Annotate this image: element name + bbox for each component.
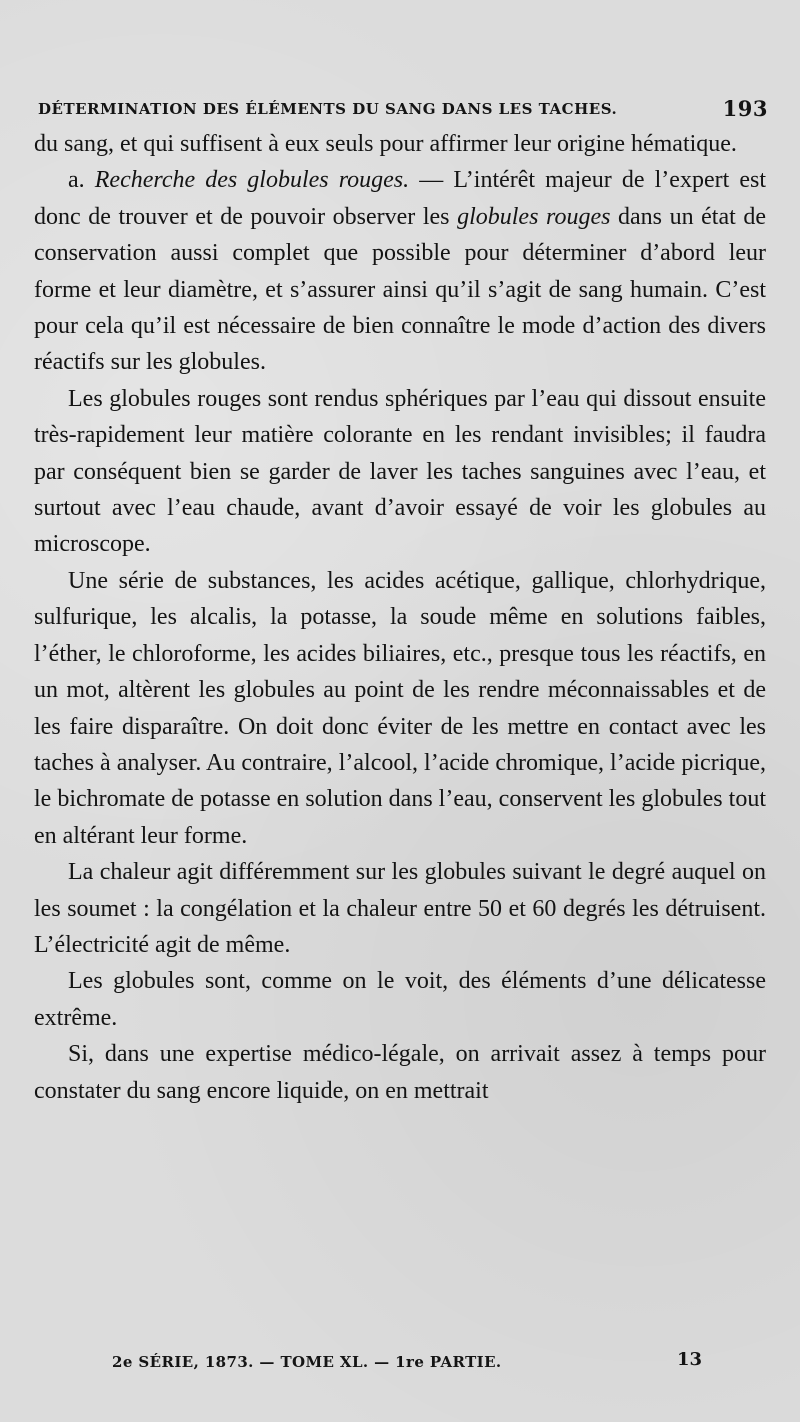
paragraph-heat: La chaleur agit différemment sur les globules suivant le degré auquel on les soumet : la congélation et la chaleur entre 50 et 60 degrés les détruisent. L’électricité agit de même. — [34, 859, 766, 958]
paragraph-globules-section — [34, 162, 766, 380]
section-heading: Recherche des globules rouges. — [94, 167, 410, 194]
paragraph-continuation: du sang, et qui suffisent à eux seuls pour affirmer leur origine hématique. — [34, 131, 737, 157]
running-head-title: DÉTERMINATION DES ÉLÉMENTS DU SANG DANS LES TACHES. — [38, 100, 618, 118]
footer-signature-mark: 13 — [676, 1349, 702, 1370]
footer-signature: 2e SÉRIE, 1873. — TOME XL. — 1re PARTIE. — [112, 1353, 502, 1371]
paragraph-text-part: — L’intérêt majeur de l’expert est donc de trouver et de pouvoir observer les — [34, 167, 767, 230]
page-footer — [112, 1349, 702, 1377]
section-letter: a. — [68, 167, 95, 194]
body-text — [34, 126, 766, 1109]
paragraph-text-part: dans un état de conservation aussi complet que possible pour déterminer d’abord leur forme et leur diamètre, et s’assurer ainsi qu’il s’agit de sang humain. C’est pour cela qu’il est nécessaire de bien connaître le mode d’action des divers réactifs sur les globules. — [34, 203, 766, 376]
italic-term: globules rouges — [457, 203, 611, 230]
paragraph-delicacy: Les globules sont, comme on le voit, des éléments d’une délicatesse extrême. — [34, 968, 766, 1031]
paragraph-liquid-blood: Si, dans une expertise médico-légale, on arrivait assez à temps pour constater du sang encore liquide, on en mettrait — [34, 1041, 766, 1104]
page-number: 193 — [722, 96, 768, 121]
paragraph-substances: Une série de substances, les acides acétique, gallique, chlorhydrique, sulfurique, les alcalis, la potasse, la soude même en solutions faibles, l’éther, le chloroforme, les acides biliaires, etc., presque tous les réactifs, en un mot, altèrent les globules au point de les rendre méconnaissables et de les faire disparaître. On doit donc éviter de les mettre en contact avec les taches à analyser. Au contraire, l’alcool, l’acide chromique, l’acide picrique, le bichromate de potasse en solution dans l’eau, conservent les globules tout en altérant leur forme. — [34, 567, 766, 849]
running-head — [38, 96, 768, 122]
paragraph-water: Les globules rouges sont rendus sphériques par l’eau qui dissout ensuite très-rapidement leur matière colorante en les rendant invisibles; il faudra par conséquent bien se garder de laver les taches sanguines avec l’eau, et surtout avec l’eau chaude, avant d’avoir essayé de voir les globules au microscope. — [34, 385, 766, 558]
